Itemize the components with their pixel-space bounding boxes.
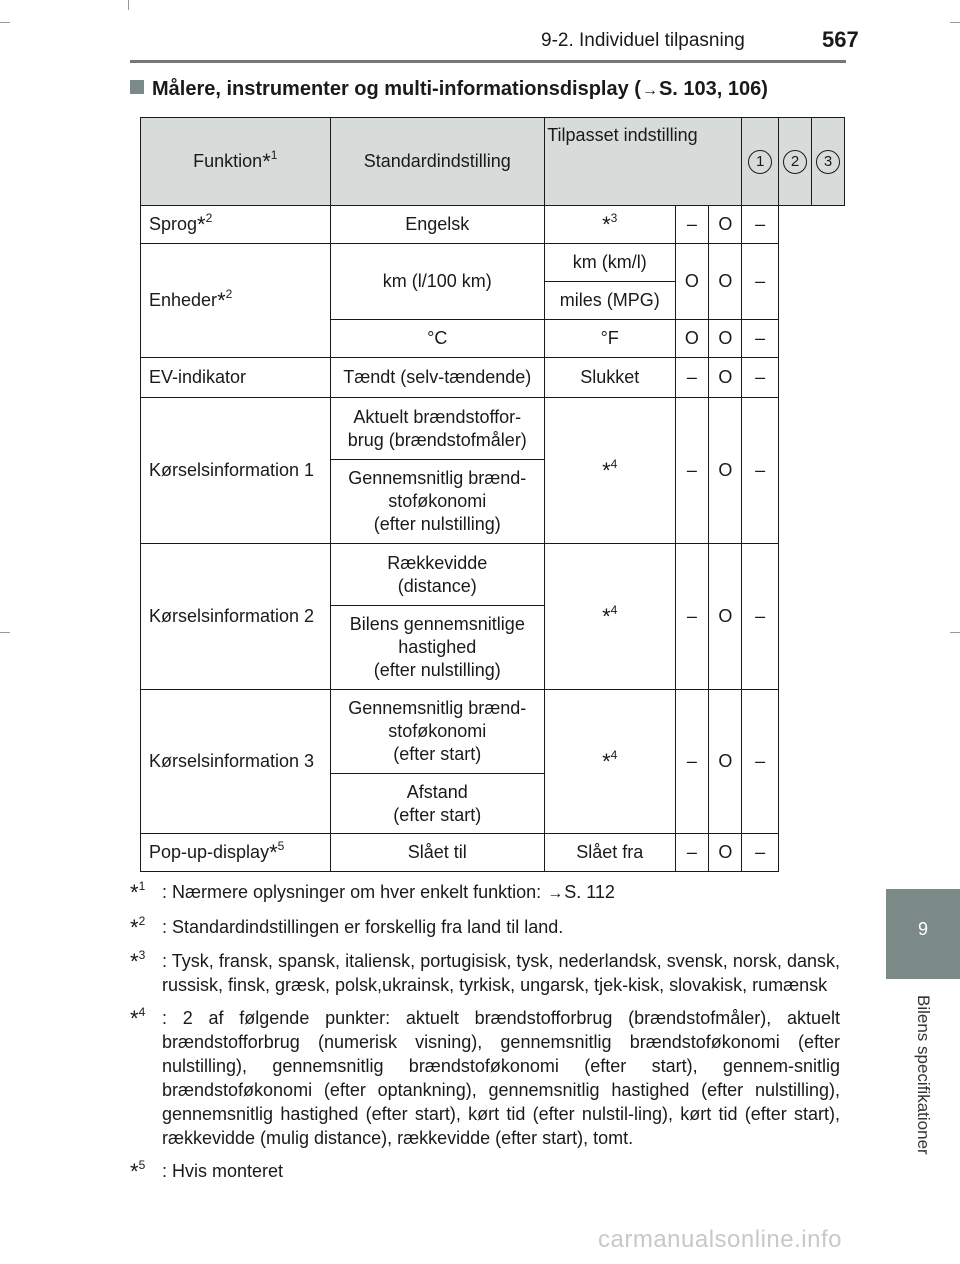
footnote-text: : Standardindstillingen er forskellig fra land til land. <box>162 917 564 937</box>
cell-c3: – <box>742 398 779 544</box>
cell-c1: – <box>675 398 709 544</box>
cell-c1: – <box>675 690 709 834</box>
cell-c1: O <box>675 320 709 358</box>
footnote <box>130 915 840 940</box>
footnote-text: : Tysk, fransk, spansk, italiensk, portugisisk, tysk, nederlandsk, svensk, norsk, dansk, russisk, finsk, græsk, polsk,ukrainsk, tyrkisk, ungarsk, tjek-kisk, slovakisk, rumænsk <box>162 951 840 995</box>
table-row <box>141 358 845 398</box>
cell-c1: O <box>675 244 709 320</box>
header-rule <box>130 60 846 63</box>
footnote <box>130 880 840 906</box>
cell-standard: Slået til <box>330 834 544 872</box>
header-tilpasset-label: Tilpasset indstilling <box>547 125 698 145</box>
table-header-row <box>141 118 845 206</box>
cell-funktion: Kørselsinformation 1 <box>141 398 331 544</box>
section-title <box>130 78 768 101</box>
table-row <box>141 690 845 774</box>
cell-standard: Afstand (efter start) <box>330 774 544 834</box>
cell-funktion: Kørselsinformation 3 <box>141 690 331 834</box>
footnote-text: : Hvis monteret <box>162 1161 284 1181</box>
cell-c2: O <box>709 398 742 544</box>
footnote-text: : 2 af følgende punkter: aktuelt brændstofforbrug (brændstofmåler), aktuelt brændstofforbrug (numerisk visning), gennemsnitlig brændstoføkonomi (efter nulstilling), gennemsnitlig brændstoføkonomi (efter start), gennem-snitlig brændstoføkonomi (efter optankning), gennemsnitlig hastighed (efter nulstilling), gennemsnitlig hastighed (efter start), kørt tid (efter nulstil-ling), kørt tid (efter start), rækkevidde (mulig distance), rækkevidde (efter start), tomt. <box>162 1008 840 1148</box>
cell-c3: – <box>742 244 779 320</box>
table-row <box>141 834 845 872</box>
footnote-marker: *$^3$ <box>130 948 146 974</box>
table-row <box>141 244 845 282</box>
cell-c3: – <box>742 690 779 834</box>
cell-custom: miles (MPG) <box>544 282 675 320</box>
cell-funktion: Kørselsinformation 2 <box>141 544 331 690</box>
circle-number-icon: 3 <box>816 150 840 174</box>
cell-funktion: Enheder*$^2$ <box>141 244 331 358</box>
header-funktion: Funktion*$^1$ <box>141 118 331 206</box>
cell-c2: O <box>709 206 742 244</box>
cell-standard: Tændt (selv-tændende) <box>330 358 544 398</box>
cell-standard: Bilens gennemsnitlige hastighed (efter nulstilling) <box>330 606 544 690</box>
cell-standard: Rækkevidde (distance) <box>330 544 544 606</box>
footnotes <box>130 880 840 1193</box>
title-ref: S. 103, 106) <box>658 78 768 100</box>
header-circle-1 <box>742 118 779 206</box>
cell-custom: Slukket <box>544 358 675 398</box>
footnote-marker: *$^1$ <box>130 879 146 905</box>
cell-custom: *$^3$ <box>544 206 675 244</box>
cell-custom: *$^4$ <box>544 398 675 544</box>
watermark: carmanualsonline.info <box>598 1226 842 1253</box>
footnote-text: : Nærmere oplysninger om hver enkelt funktion: <box>162 882 542 902</box>
cell-c1: – <box>675 358 709 398</box>
cell-funktion: Pop-up-display*$^5$ <box>141 834 331 872</box>
cell-c2: O <box>709 244 742 320</box>
header-standard: Standardindstilling <box>330 118 544 206</box>
cell-funktion: Sprog*$^2$ <box>141 206 331 244</box>
cell-custom: *$^4$ <box>544 544 675 690</box>
header-circle-2 <box>779 118 812 206</box>
footnote-ref: S. 112 <box>564 882 615 902</box>
footnote-marker: *$^2$ <box>130 914 146 940</box>
crop-mark <box>950 22 960 23</box>
arrow-right-icon: → <box>641 82 658 99</box>
settings-table <box>140 117 845 872</box>
table-row <box>141 398 845 460</box>
table-row <box>141 206 845 244</box>
circle-number-icon: 2 <box>783 150 807 174</box>
title-text: Målere, instrumenter og multi-informationsdisplay ( <box>152 78 641 100</box>
section-header: 9-2. Individuel tilpasning <box>541 30 745 51</box>
crop-mark <box>128 0 129 10</box>
cell-c2: O <box>709 358 742 398</box>
footnote <box>130 1006 840 1150</box>
cell-c2: O <box>709 320 742 358</box>
cell-c2: O <box>709 834 742 872</box>
cell-c3: – <box>742 358 779 398</box>
cell-c3: – <box>742 320 779 358</box>
header-circle-3 <box>812 118 845 206</box>
cell-custom: *$^4$ <box>544 690 675 834</box>
footnote-marker: *$^4$ <box>130 1005 146 1031</box>
circle-number-icon: 1 <box>748 150 772 174</box>
cell-c3: – <box>742 206 779 244</box>
cell-standard: Engelsk <box>330 206 544 244</box>
chapter-title: Bilens specifikationer <box>914 995 933 1155</box>
cell-standard: Gennemsnitlig brænd- stoføkonomi (efter start) <box>330 690 544 774</box>
cell-custom: km (km/l) <box>544 244 675 282</box>
footnote <box>130 1159 840 1184</box>
cell-c1: – <box>675 834 709 872</box>
arrow-right-icon: → <box>547 885 564 902</box>
chapter-number: 9 <box>917 919 928 939</box>
chapter-tab <box>886 889 960 979</box>
cell-c3: – <box>742 834 779 872</box>
cell-c2: O <box>709 544 742 690</box>
crop-mark <box>950 632 960 633</box>
cell-custom: °F <box>544 320 675 358</box>
cell-c2: O <box>709 690 742 834</box>
crop-mark <box>0 22 10 23</box>
header-tilpasset <box>544 118 741 206</box>
footnote-marker: *$^5$ <box>130 1158 146 1184</box>
cell-standard: Aktuelt brændstoffor- brug (brændstofmåler) <box>330 398 544 460</box>
chapter-title-vertical <box>911 995 935 1195</box>
cell-funktion: EV-indikator <box>141 358 331 398</box>
crop-mark <box>0 632 10 633</box>
cell-standard: °C <box>330 320 544 358</box>
cell-c1: – <box>675 544 709 690</box>
cell-standard: km (l/100 km) <box>330 244 544 320</box>
cell-c3: – <box>742 544 779 690</box>
cell-custom: Slået fra <box>544 834 675 872</box>
cell-c1: – <box>675 206 709 244</box>
square-bullet-icon <box>130 80 144 94</box>
footnote <box>130 949 840 997</box>
table-row <box>141 544 845 606</box>
cell-standard: Gennemsnitlig brænd- stoføkonomi (efter nulstilling) <box>330 460 544 544</box>
page-number: 567 <box>822 27 859 52</box>
